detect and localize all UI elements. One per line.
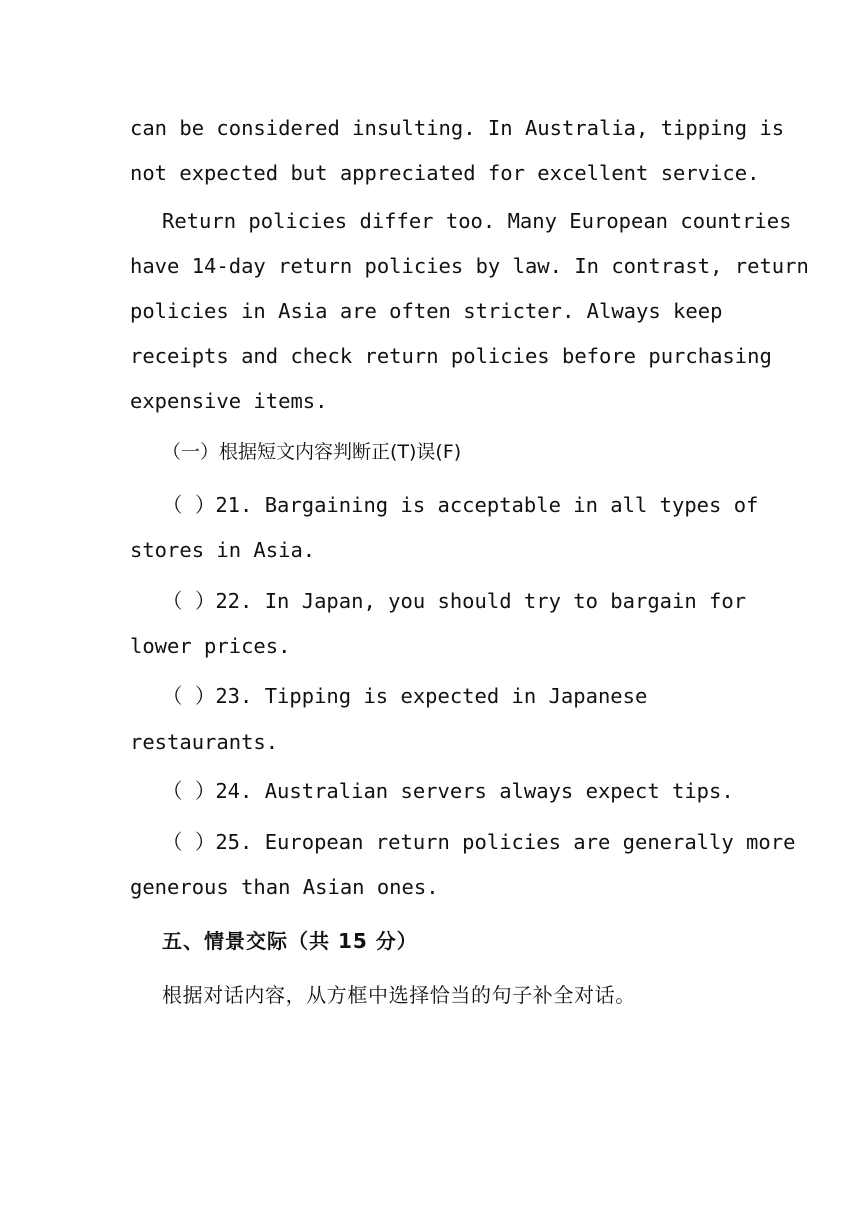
- passage-line: receipts and check return policies before purchasing: [130, 344, 772, 368]
- question-23: （ ）23. Tipping is expected in Japanese: [162, 684, 648, 708]
- question-21-cont: stores in Asia.: [130, 538, 316, 562]
- question-23-cont: restaurants.: [130, 730, 279, 754]
- passage-line: policies in Asia are often stricter. Always keep: [130, 299, 723, 323]
- question-24: （ ）24. Australian servers always expect tips.: [162, 779, 734, 803]
- passage-line: can be considered insulting. In Australia, tipping is: [130, 116, 785, 140]
- question-21: （ ）21. Bargaining is acceptable in all types of: [162, 493, 759, 517]
- question-22: （ ）22. In Japan, you should try to bargain for: [162, 589, 747, 613]
- question-22-cont: lower prices.: [130, 634, 291, 658]
- passage-line: Return policies differ too. Many European countries: [162, 209, 792, 233]
- passage-line: not expected but appreciated for excellent service.: [130, 161, 760, 185]
- question-25-cont: generous than Asian ones.: [130, 875, 439, 899]
- passage-line: have 14-day return policies by law. In contrast, return: [130, 254, 809, 278]
- passage-line: expensive items.: [130, 389, 328, 413]
- section-instruction: 根据对话内容，从方框中选择恰当的句子补全对话。: [162, 983, 636, 1007]
- section-title-situational-dialogue: 五、情景交际（共 15 分）: [162, 929, 418, 953]
- section-title-true-false: （一）根据短文内容判断正(T)误(F): [162, 441, 462, 463]
- question-25: （ ）25. European return policies are generally more: [162, 830, 796, 854]
